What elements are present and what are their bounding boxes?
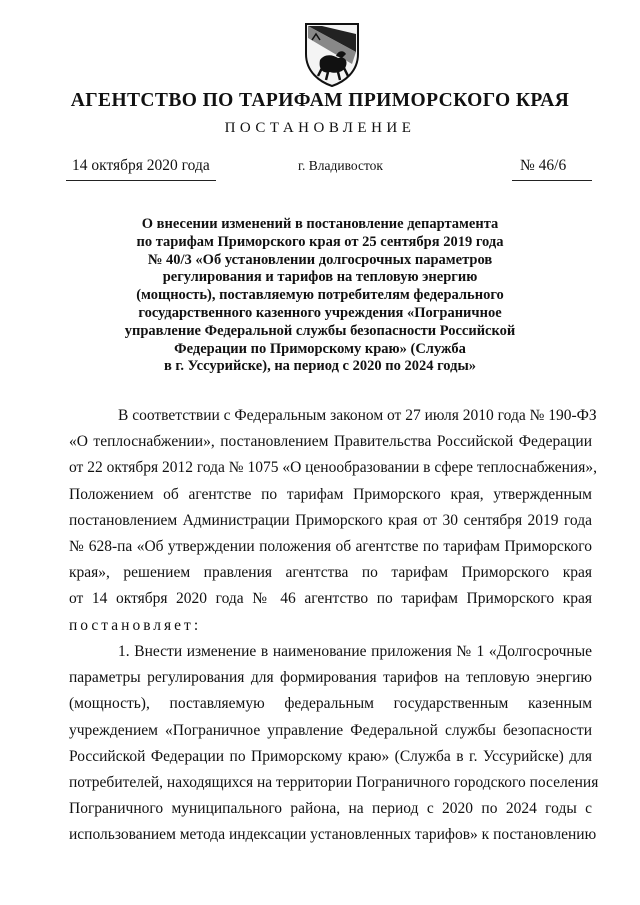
- title-line: Федерации по Приморскому краю» (Служба: [174, 340, 466, 357]
- document-date: 14 октября 2020 года: [72, 157, 210, 174]
- paragraph-line: Пограничного муниципального района, на период с 2020 по 2024 годы с: [69, 800, 592, 818]
- agency-name: АГЕНТСТВО ПО ТАРИФАМ ПРИМОРСКОГО КРАЯ: [70, 90, 570, 111]
- paragraph-line: постановлением Администрации Приморского края от 30 сентября 2019 года: [69, 511, 592, 529]
- coat-of-arms-icon: [302, 20, 362, 88]
- paragraph-line: № 628-па «Об утверждении положения об агентстве по тарифам Приморского: [69, 537, 592, 555]
- title-line: в г. Уссурийске), на период с 2020 по 2024 годы»: [163, 358, 477, 375]
- paragraph-line: от 14 октября 2020 года № 46 агентство по тарифам Приморского края: [69, 590, 592, 608]
- decree-word: постановляет:: [69, 616, 202, 634]
- date-underline: [66, 180, 216, 181]
- paragraph-line: параметры регулирования для формирования тарифов на тепловую энергию: [69, 669, 592, 687]
- paragraph-line: от 22 октября 2012 года № 1075 «О ценообразовании в сфере теплоснабжения»,: [69, 459, 597, 477]
- paragraph-line: учреждением «Пограничное управление Федеральной службы безопасности: [69, 721, 592, 739]
- item-1-paragraph: [69, 639, 599, 849]
- title-line: № 40/3 «Об установлении долгосрочных параметров: [147, 251, 493, 268]
- paragraph-line: В соответствии с Федеральным законом от 27 июля 2010 года № 190-ФЗ: [118, 407, 597, 424]
- paragraph-line: использованием метода индексации установленных тарифов» к постановлению: [69, 826, 597, 844]
- title-line: О внесении изменений в постановление департамента: [141, 216, 499, 232]
- title-line: регулирования и тарифов на тепловую энергию: [162, 269, 478, 286]
- paragraph-line: Российской Федерации по Приморскому краю» (Служба в г. Уссурийске) для: [69, 747, 592, 765]
- paragraph-line: 1. Внести изменение в наименование приложения № 1 «Долгосрочные: [118, 643, 592, 660]
- paragraph-line: «О теплоснабжении», постановлением Правительства Российской Федерации: [69, 433, 592, 451]
- title-line: государственного казенного учреждения «Пограничное: [138, 304, 502, 321]
- document-type: ПОСТАНОВЛЕНИЕ: [224, 120, 416, 136]
- title-line: управление Федеральной службы безопасности Российской: [124, 322, 516, 339]
- title-line: (мощность), поставляемую потребителям федерального: [136, 287, 504, 304]
- document-number: № 46/6: [520, 157, 567, 174]
- paragraph-line: Положением об агентстве по тарифам Приморского края, утвержденным: [69, 485, 592, 503]
- paragraph-line: потребителей, находящихся на территории Пограничного городского поселения: [69, 773, 599, 791]
- paragraph-line: (мощность), поставляемую федеральным государственным казенным: [69, 695, 592, 713]
- title-line: по тарифам Приморского края от 25 сентября 2019 года: [136, 233, 504, 250]
- document-title: [100, 216, 540, 376]
- paragraph-line: края», решением правления агентства по тарифам Приморского края: [69, 564, 592, 582]
- number-underline: [512, 180, 592, 181]
- document-city: г. Владивосток: [298, 158, 383, 173]
- preamble-paragraph: [69, 403, 597, 639]
